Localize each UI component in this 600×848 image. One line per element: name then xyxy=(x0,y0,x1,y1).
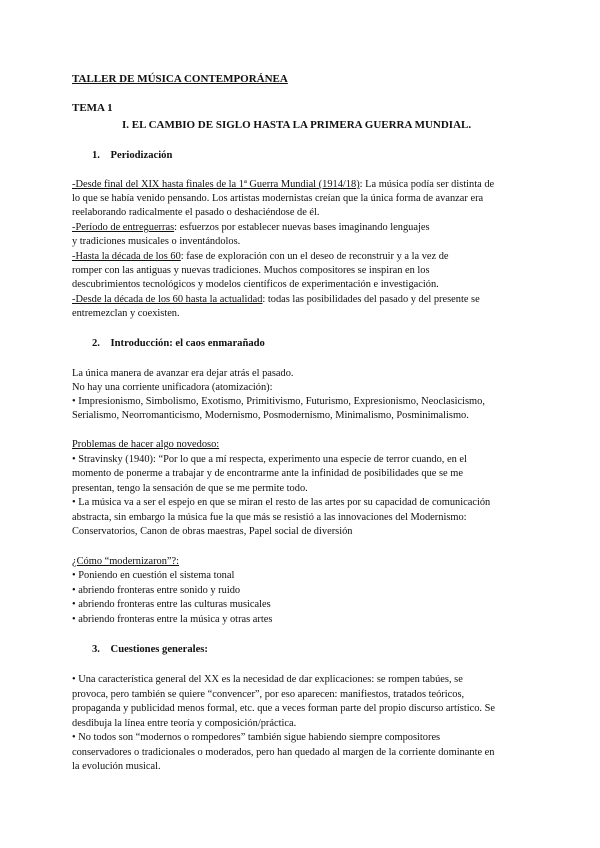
list-item: • abriendo fronteras entre sonido y ruido xyxy=(72,585,241,596)
period-label: -Hasta la década de los 60 xyxy=(72,251,181,262)
list-item: • La música va a ser el espejo en que se miran el resto de las artes por su capacidad de comunicación xyxy=(72,497,491,508)
paragraph-line: Serialismo, Neorromanticismo, Modernismo, Posmodernismo, Minimalismo, Posminimalismo. xyxy=(72,410,469,421)
section-2-heading xyxy=(92,337,265,350)
problems-heading: Problemas de hacer algo novedoso: xyxy=(72,439,220,450)
paragraph-line: desdibuja la línea entre teoría y composición/práctica. xyxy=(72,718,297,729)
paragraph-line: lo que se había venido pensando. Los artistas modernistas creían que la única forma de avanzar era xyxy=(72,193,484,204)
paragraph-line: No hay una corriente unificadora (atomización): xyxy=(72,382,273,393)
period-label: -Período de entreguerras xyxy=(72,222,175,233)
paragraph-line: Conservatorios, Canon de obras maestras, Papel social de diversión xyxy=(72,526,353,537)
period-text: : esfuerzos por establecer nuevas bases imaginando lenguajes xyxy=(174,222,430,233)
list-item: • abriendo fronteras entre la música y otras artes xyxy=(72,614,273,625)
periodization-4 xyxy=(72,293,480,306)
section-2-number: 2. xyxy=(92,338,100,349)
paragraph-line: propaganda y publicidad menos formal, etc. que a veces forman parte del propio discurso artístico. Se xyxy=(72,703,495,714)
section-2-title: Introducción: el caos enmarañado xyxy=(110,338,265,349)
paragraph-line: provoca, pero también se quiere “convencer”, por eso aparecen: manifiestos, tratados teóricos, xyxy=(72,689,465,700)
tema-label: TEMA 1 xyxy=(72,102,113,114)
paragraph-line: romper con las antiguas y nuevas tradiciones. Muchos compositores se inspiran en los xyxy=(72,265,430,276)
paragraph-line: reelaborando radicalmente el pasado o deshaciéndose de él. xyxy=(72,207,320,218)
section-3-title: Cuestiones generales: xyxy=(110,644,208,655)
period-text: : todas las posibilidades del pasado y del presente se xyxy=(262,294,480,305)
periodization-1 xyxy=(72,178,494,191)
section-1-number: 1. xyxy=(92,150,100,161)
list-item: • No todos son “modernos o rompedores” también sigue habiendo siempre compositores xyxy=(72,732,441,743)
list-item: • Impresionismo, Simbolismo, Exotismo, Primitivismo, Futurismo, Expresionismo, Neoclasicismo, xyxy=(72,396,485,407)
section-1-heading xyxy=(92,149,172,162)
section-1-title: Periodización xyxy=(110,150,173,161)
tema-title: I. EL CAMBIO DE SIGLO HASTA LA PRIMERA GUERRA MUNDIAL. xyxy=(122,119,472,131)
section-3-heading xyxy=(92,643,208,656)
paragraph-line: abstracta, sin embargo la música fue la que más se resistió a las innovaciones del Modernismo: xyxy=(72,512,467,523)
how-heading: ¿Cómo “modernizaron”?: xyxy=(72,556,180,567)
periodization-2 xyxy=(72,221,429,234)
paragraph-line: descubrimientos tecnológicos y modelos científicos de experimentación e investigación. xyxy=(72,279,439,290)
list-item: • Una característica general del XX es la necesidad de dar explicaciones: se rompen tabúes, se xyxy=(72,674,463,685)
paragraph-line: presentan, tengo la sensación de que se me permite todo. xyxy=(72,483,308,494)
document-header: TALLER DE MÚSICA CONTEMPORÁNEA xyxy=(72,73,288,85)
paragraph-line: entremezclan y coexisten. xyxy=(72,308,180,319)
list-item: • abriendo fronteras entre las culturas musicales xyxy=(72,599,271,610)
period-text: : fase de exploración con un el deseo de reconstruir y a la vez de xyxy=(180,251,449,262)
paragraph-line: y tradiciones musicales o inventándolos. xyxy=(72,236,241,247)
period-label: -Desde final del XIX hasta finales de la 1ª Guerra Mundial (1914/18) xyxy=(72,179,360,190)
paragraph-line: momento de ponerme a trabajar y de encontrarme ante la infinidad de posibilidades que se me xyxy=(72,468,463,479)
periodization-3 xyxy=(72,250,449,263)
period-label: -Desde la década de los 60 hasta la actualidad xyxy=(72,294,263,305)
section-3-number: 3. xyxy=(92,644,100,655)
list-item: • Poniendo en cuestión el sistema tonal xyxy=(72,570,235,581)
paragraph-line: conservadores o tradicionales o moderados, pero han quedado al margen de la corriente dominante en xyxy=(72,747,495,758)
list-item: • Stravinsky (1940): “Por lo que a mí respecta, experimento una especie de terror cuando, en el xyxy=(72,454,467,465)
paragraph-line: La única manera de avanzar era dejar atrás el pasado. xyxy=(72,368,294,379)
paragraph-line: la evolución musical. xyxy=(72,761,161,772)
period-text: : La música podía ser distinta de xyxy=(359,179,495,190)
